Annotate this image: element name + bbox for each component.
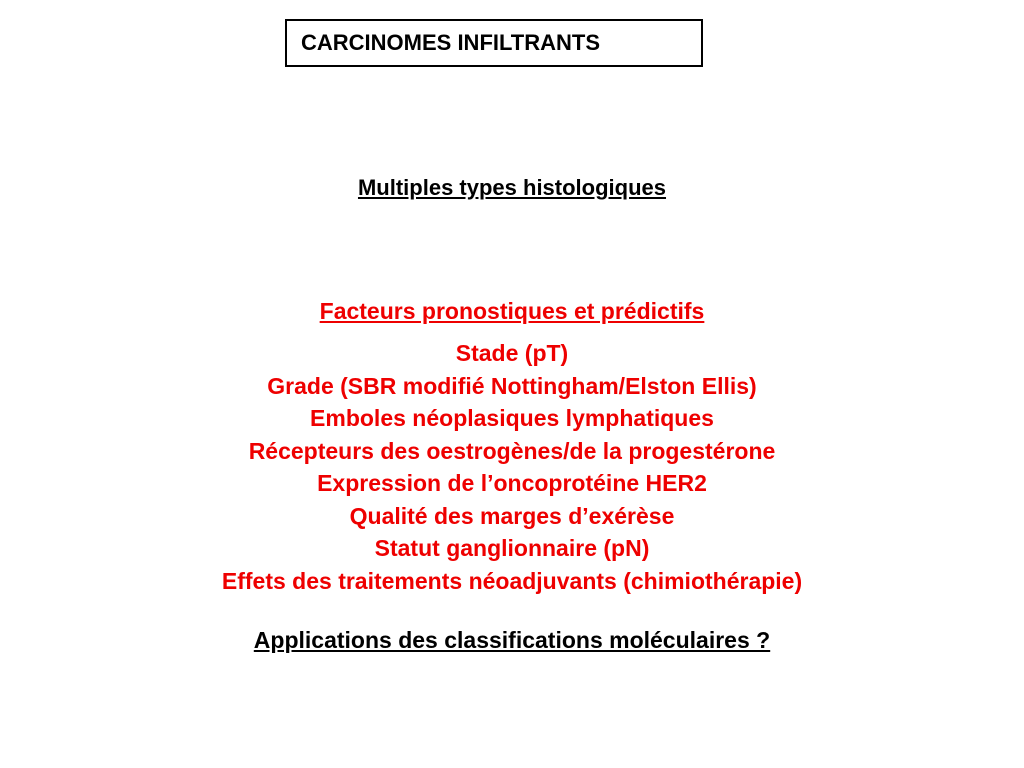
factor-item: Grade (SBR modifié Nottingham/Elston Ellis) [267,372,757,399]
factor-item: Statut ganglionnaire (pN) [374,535,650,561]
factor-item: Emboles néoplasiques lymphatiques [310,405,714,431]
factor-item: Récepteurs des oestrogènes/de la progestérone [248,437,776,464]
histology-subtitle: Multiples types histologiques [357,175,667,200]
applications-question: Applications des classifications moléculaires ? [253,627,771,653]
factor-item: Expression de l’oncoprotéine HER2 [317,470,707,496]
factor-item: Qualité des marges d’exérèse [349,502,675,529]
slide-title: CARCINOMES INFILTRANTS [301,30,601,55]
factors-list [0,337,1024,597]
slide-title-box [285,19,703,67]
factor-item: Stade (pT) [455,340,569,366]
factors-heading: Facteurs pronostiques et prédictifs [319,298,705,324]
factor-item: Effets des traitements néoadjuvants (chimiothérapie) [221,567,803,594]
